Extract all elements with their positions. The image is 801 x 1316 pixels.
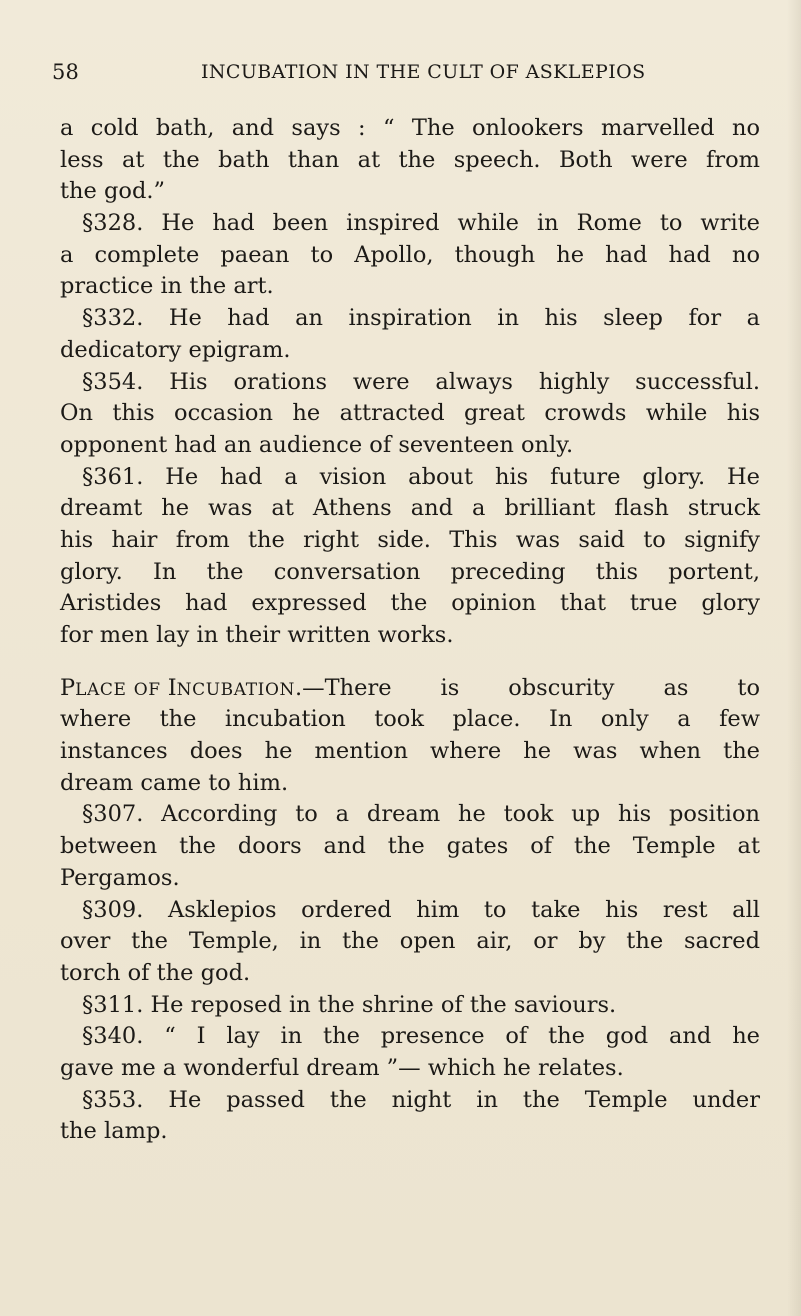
text-line: his hair from the right side. This was said to signify	[60, 526, 760, 553]
text-line: dedicatory epigram.	[60, 336, 291, 363]
paragraph-328-line: §328. He had been inspired while in Rome to write	[82, 210, 760, 237]
paragraph-309-line: §309. Asklepios ordered him to take his rest all	[82, 896, 760, 923]
text-line: torch of the god.	[60, 959, 251, 986]
text-line: between the doors and the gates of the Temple at	[60, 833, 760, 860]
text-line: a cold bath, and says : “ The onlookers marvelled no	[60, 115, 760, 141]
text-line: glory. In the conversation preceding this portent,	[60, 558, 760, 585]
page-header	[52, 60, 752, 90]
heading-word: OF	[133, 679, 161, 700]
paragraph-353-line: §353. He passed the night in the Temple under	[82, 1086, 760, 1113]
heading-period: .	[295, 674, 303, 701]
paragraph-332-line: §332. He had an inspiration in his sleep for a	[82, 305, 760, 332]
text-line: less at the bath than at the speech. Both were from	[60, 146, 760, 173]
heading-word: LACE	[75, 679, 127, 700]
text-line: the god.”	[60, 178, 166, 205]
text-line: the lamp.	[60, 1118, 168, 1145]
heading-initial: I	[167, 674, 177, 701]
heading-initial: P	[60, 674, 76, 701]
page-edge-shadow	[787, 0, 801, 1316]
text-line: On this occasion he attracted great crowds while his	[60, 400, 760, 427]
text-line: Pergamos.	[60, 864, 180, 891]
text-line: a complete paean to Apollo, though he had had no	[60, 241, 760, 268]
text-line: over the Temple, in the open air, or by the sacred	[60, 928, 760, 955]
paragraph-311-line: §311. He reposed in the shrine of the saviours.	[82, 991, 617, 1018]
page-body	[60, 113, 760, 1148]
text-line: practice in the art.	[60, 273, 274, 300]
text-line: gave me a wonderful dream ”— which he relates.	[60, 1054, 624, 1081]
section-heading	[60, 673, 302, 707]
section-heading-line	[60, 673, 760, 705]
text-line: dreamt he was at Athens and a brilliant flash struck	[60, 495, 760, 522]
text-line: where the incubation took place. In only a few	[60, 706, 760, 733]
text-line: instances does he mention where he was when the	[60, 738, 760, 765]
text-line: dream came to him.	[60, 769, 289, 796]
text-line: Aristides had expressed the opinion that true glory	[60, 590, 760, 617]
paragraph-340-line: §340. “ I lay in the presence of the god and he	[82, 1023, 760, 1050]
paragraph-361-line: §361. He had a vision about his future glory. He	[82, 463, 760, 490]
paragraph-307-line: §307. According to a dream he took up his position	[82, 801, 760, 828]
paragraph-354-line: §354. His orations were always highly successful.	[82, 368, 760, 395]
text-line: for men lay in their written works.	[60, 622, 454, 648]
section-gap	[60, 652, 760, 673]
section-lead-text: —There is obscurity as to	[302, 674, 760, 701]
heading-word: NCUBATION	[176, 679, 295, 700]
running-head: INCUBATION IN THE CULT OF ASKLEPIOS	[201, 61, 646, 83]
page-number: 58	[52, 60, 80, 84]
text-line: opponent had an audience of seventeen only.	[60, 431, 574, 458]
